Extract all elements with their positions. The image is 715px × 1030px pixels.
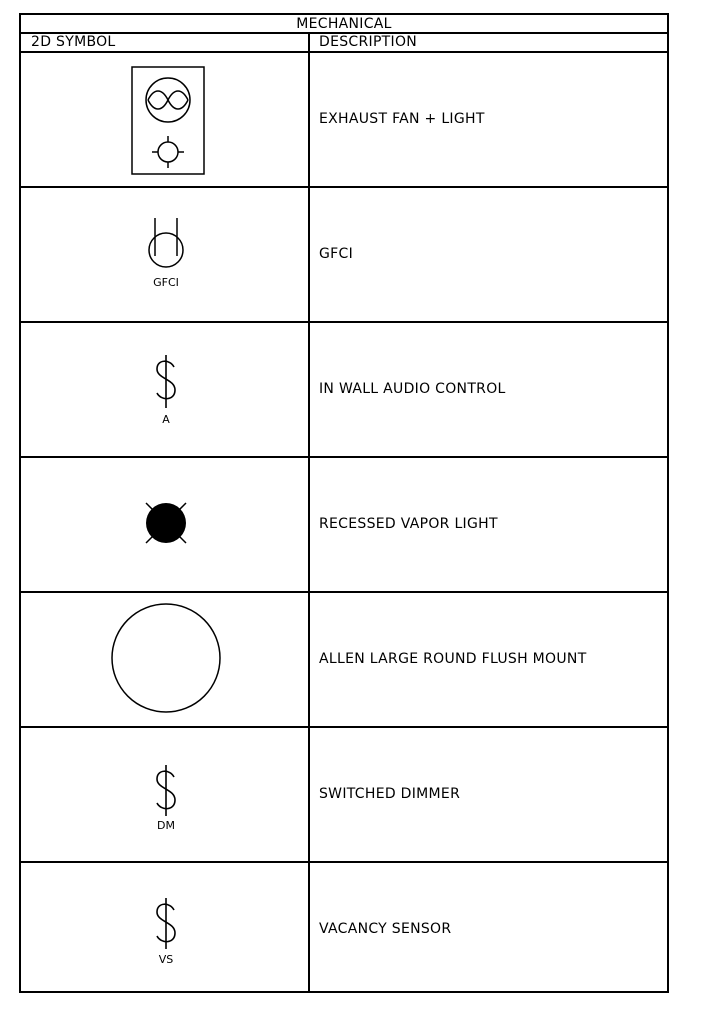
gfci-outlet-icon (21, 188, 308, 321)
row-description: IN WALL AUDIO CONTROL (319, 381, 506, 397)
table-row (21, 728, 667, 863)
row-description: GFCI (319, 246, 354, 262)
row-description: ALLEN LARGE ROUND FLUSH MOUNT (319, 651, 587, 667)
column-header-description: DESCRIPTION (319, 34, 418, 50)
switch-icon (21, 323, 308, 456)
table-row (21, 53, 667, 188)
table-row (21, 458, 667, 593)
symbol-label: VS (158, 953, 174, 966)
column-header-symbol: 2D SYMBOL (31, 34, 116, 50)
table-row (21, 188, 667, 323)
row-description: VACANCY SENSOR (319, 921, 452, 937)
row-description: SWITCHED DIMMER (319, 786, 461, 802)
row-description: EXHAUST FAN + LIGHT (319, 111, 485, 127)
symbol-label: DM (157, 819, 175, 832)
table-title: MECHANICAL (21, 15, 667, 34)
flush-mount-circle-icon (21, 593, 308, 726)
symbol-label: GFCI (153, 276, 179, 289)
table-row (21, 593, 667, 728)
exhaust-fan-light-icon (21, 53, 308, 186)
table-row (21, 863, 667, 998)
table-header (21, 34, 667, 53)
vapor-light-icon (21, 458, 308, 591)
table-row (21, 323, 667, 458)
symbol-label: A (162, 413, 170, 426)
switch-icon (21, 728, 308, 861)
row-description: RECESSED VAPOR LIGHT (319, 516, 498, 532)
switch-icon (21, 863, 308, 996)
symbol-legend-table (19, 13, 669, 993)
